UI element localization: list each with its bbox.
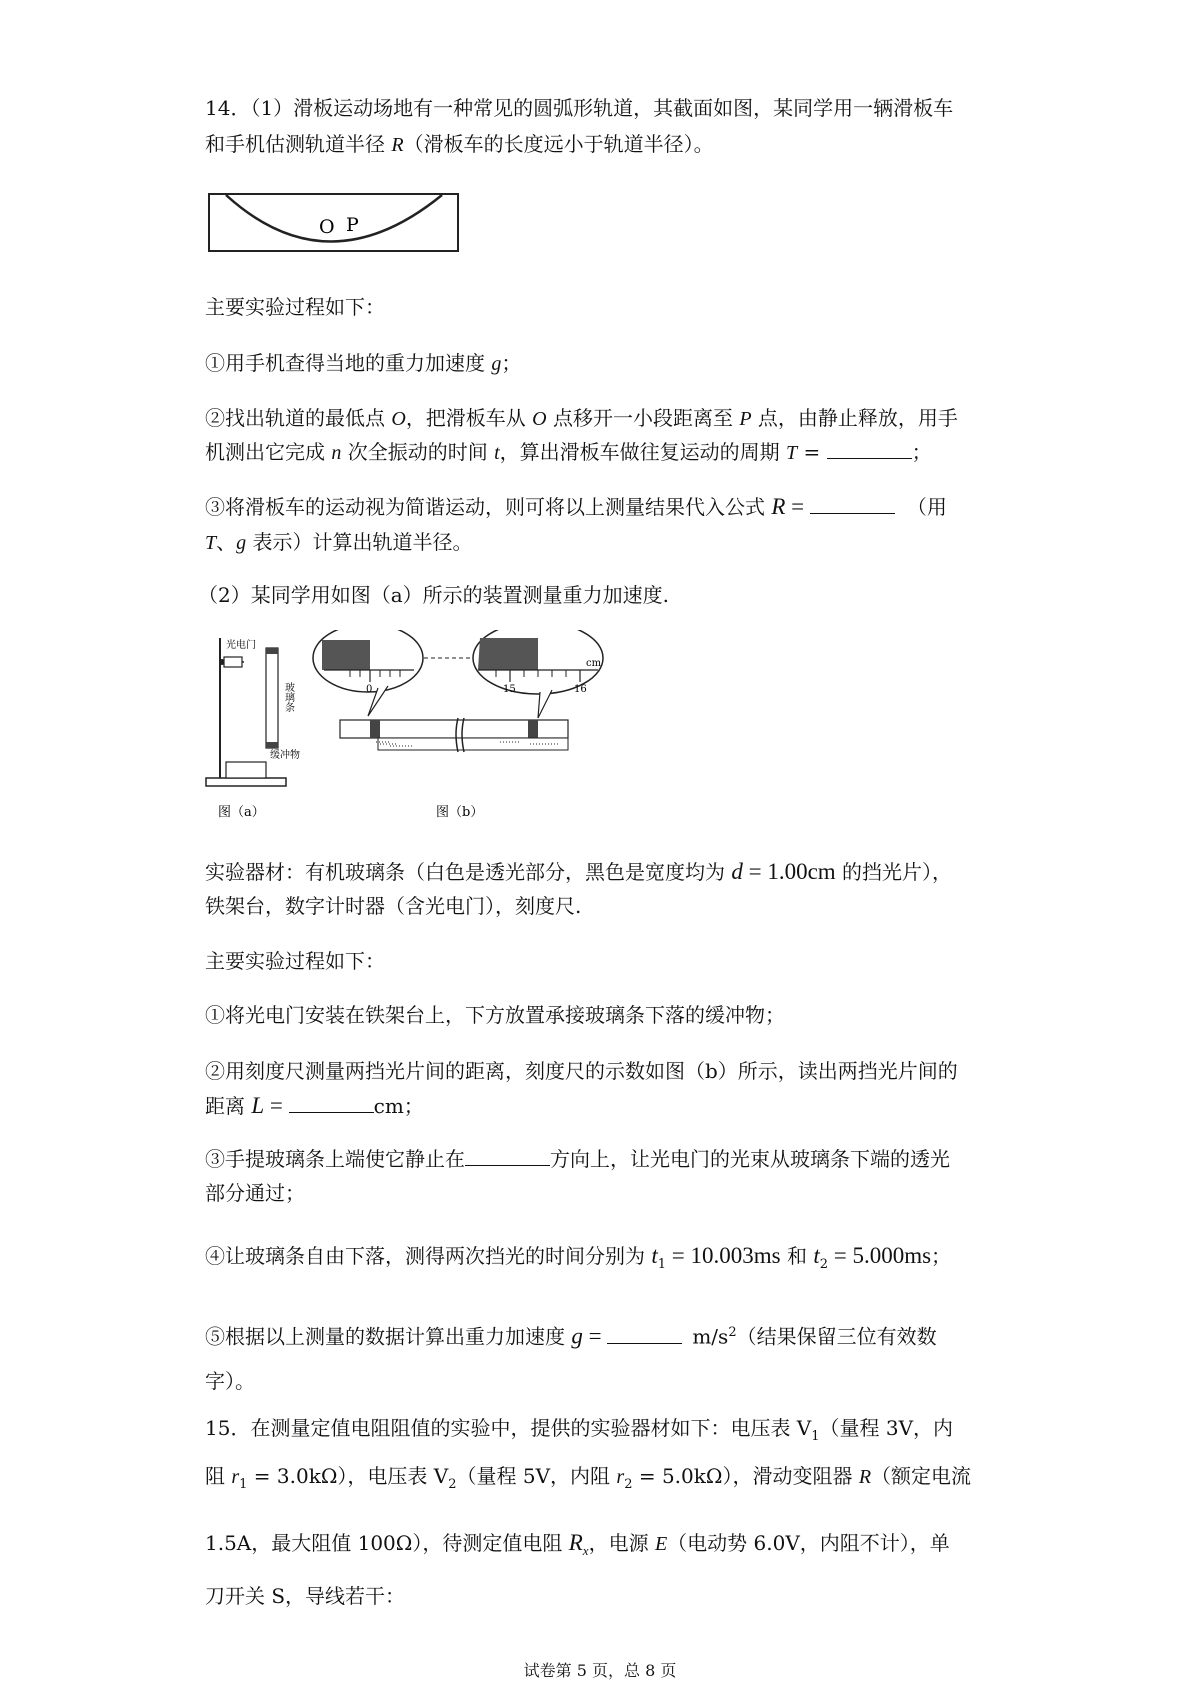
step-2-line2: 机测出它完成 n 次全振动的时间 t，算出滑板车做往复运动的周期 T = ； — [205, 440, 932, 464]
proc2-step-1: ①将光电门安装在铁架台上，下方放置承接玻璃条下落的缓冲物； — [205, 1003, 785, 1027]
procedure-title-2: 主要实验过程如下： — [205, 949, 385, 973]
q15-line2: 阻 $r_1 = 3.0k\Omega$），电压表 $V_2$（量程 5V，内阻 $r_2 = 5.0k\Omega$），滑动变阻器 R（额定电流 — [205, 1464, 972, 1492]
tick-0-label: 0 — [366, 684, 373, 695]
caption-b: 图（b） — [436, 805, 484, 820]
materials-line2: 铁架台，数字计时器（含光电门），刻度尺. — [205, 894, 582, 918]
q14-part2-intro: （2）某同学用如图（a）所示的装置测量重力加速度. — [198, 583, 670, 607]
iron-stand — [206, 638, 286, 786]
proc2-step-2-line2: 距离 L = cm； — [205, 1093, 424, 1118]
gate-label: 光电门 — [226, 640, 256, 651]
materials-line1: 实验器材：有机玻璃条（白色是透光部分，黑色是宽度均为 d = 1.00cm 的挡光片）， — [205, 859, 953, 884]
step-3-line2: T、g 表示）计算出轨道半径。 — [205, 530, 473, 554]
answer-blank-radius[interactable] — [810, 493, 895, 514]
answer-blank-distance[interactable] — [289, 1092, 374, 1113]
magnifier-left — [313, 630, 423, 716]
tick-15-label: 15 — [503, 684, 516, 695]
step-1: ①用手机查得当地的重力加速度 g； — [205, 351, 522, 375]
step-3-line1: ③将滑板车的运动视为简谐运动，则可将以上测量结果代入公式 R = （用 — [205, 494, 947, 519]
procedure-title-1: 主要实验过程如下： — [205, 295, 385, 319]
unit-cm-label: cm — [586, 658, 602, 669]
strip-label: 玻璃条 — [282, 682, 294, 712]
strip-and-ruler — [340, 718, 568, 752]
q15-line1: 15．在测量定值电阻阻值的实验中，提供的实验器材如下：电压表 $V_1$（量程 3V，内 — [205, 1416, 954, 1444]
magnifier-right — [473, 630, 603, 718]
proc2-step-2-line1: ②用刻度尺测量两挡光片间的距离，刻度尺的示数如图（b）所示，读出两挡光片间的 — [205, 1059, 958, 1083]
proc2-step-4: ④让玻璃条自由下落，测得两次挡光的时间分别为 $t_1 = 10.003ms$ 和 $t_2 = 5.000ms$； — [205, 1243, 952, 1272]
answer-blank-period[interactable] — [827, 438, 912, 459]
point-o-label: O — [319, 216, 335, 238]
proc2-step-3-line2: 部分通过； — [205, 1181, 305, 1205]
point-p-label: P — [346, 214, 359, 236]
answer-blank-direction[interactable] — [465, 1145, 550, 1166]
step-2-line1: ②找出轨道的最低点 O，把滑板车从 O 点移开一小段距离至 P 点，由静止释放，用手 — [205, 406, 958, 430]
apparatus-figure — [200, 630, 620, 830]
q14-intro-line2: 和手机估测轨道半径 R（滑板车的长度远小于轨道半径）。 — [205, 132, 714, 156]
tick-16-label: 16 — [574, 684, 587, 695]
arc-track-figure — [208, 193, 460, 253]
answer-blank-gravity[interactable] — [607, 1323, 682, 1344]
page-footer: 试卷第 5 页，总 8 页 — [523, 1661, 677, 1680]
buffer-label: 缓冲物 — [270, 750, 300, 761]
proc2-step-5-line2: 字）。 — [205, 1369, 255, 1393]
q15-line3: 1.5A，最大阻值 100Ω），待测定值电阻 $R_x$，电源 E（电动势 6.0V，内阻不计），单 — [205, 1530, 950, 1558]
caption-a: 图（a） — [218, 805, 265, 820]
q15-line4: 刀开关 S，导线若干： — [205, 1584, 406, 1608]
q14-intro-line1: 14．（1）滑板运动场地有一种常见的圆弧形轨道，其截面如图，某同学用一辆滑板车 — [205, 96, 954, 120]
proc2-step-5-line1: ⑤根据以上测量的数据计算出重力加速度 $g = m/s^2$（结果保留三位有效数 — [205, 1323, 937, 1349]
proc2-step-3-line1: ③手提玻璃条上端使它静止在 方向上，让光电门的光束从玻璃条下端的透光 — [205, 1147, 950, 1171]
